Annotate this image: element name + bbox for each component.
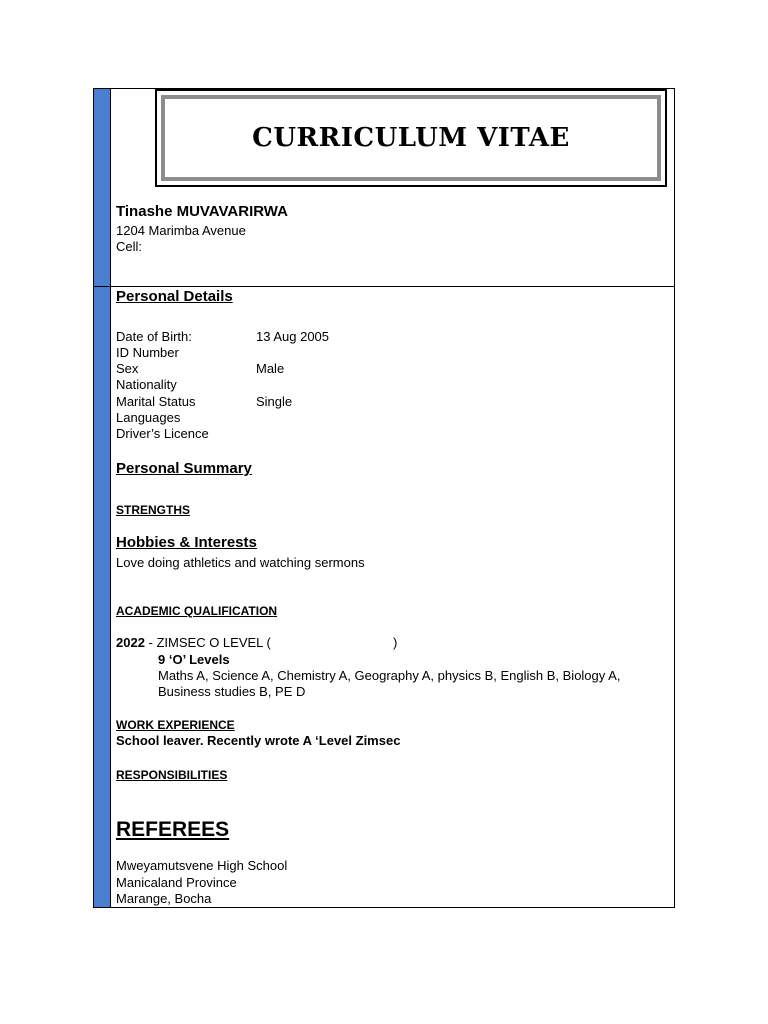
- responsibilities-heading: RESPONSIBILITIES: [116, 768, 228, 782]
- hobbies-text: Love doing athletics and watching sermons: [116, 555, 365, 570]
- header-divider: [94, 286, 674, 287]
- exam-close-paren: ): [393, 635, 398, 650]
- detail-label: ID Number: [116, 345, 179, 360]
- referee-line: Manicaland Province: [116, 875, 237, 890]
- cv-page: [93, 88, 675, 908]
- detail-value: Male: [256, 361, 285, 376]
- hobbies-heading: Hobbies & Interests: [116, 534, 257, 551]
- referees-heading: REFEREES: [116, 818, 230, 841]
- exam-name: - ZIMSEC O LEVEL (: [144, 635, 271, 650]
- candidate-address: 1204 Marimba Avenue: [116, 223, 246, 238]
- strengths-heading: STRENGTHS: [116, 503, 191, 517]
- title-box: [155, 89, 667, 187]
- detail-label: Marital Status: [116, 394, 196, 409]
- detail-label: Languages: [116, 410, 181, 425]
- subjects-line-2: Business studies B, PE D: [158, 684, 306, 699]
- personal-summary-heading: Personal Summary: [116, 460, 252, 477]
- work-experience-text: School leaver. Recently wrote A ‘Level Zimsec: [116, 733, 401, 748]
- detail-value: 13 Aug 2005: [256, 329, 330, 344]
- subjects-line-1: Maths A, Science A, Chemistry A, Geography A, physics B, English B, Biology A,: [158, 668, 621, 683]
- detail-label: Sex: [116, 361, 139, 376]
- referee-line: Marange, Bocha: [116, 891, 212, 906]
- detail-label: Date of Birth:: [116, 329, 192, 344]
- blue-sidebar: [94, 89, 111, 907]
- academic-heading: ACADEMIC QUALIFICATION: [116, 604, 278, 618]
- referee-line: Mweyamutsvene High School: [116, 858, 288, 873]
- o-levels-count: 9 ‘O’ Levels: [158, 652, 230, 667]
- work-experience-heading: WORK EXPERIENCE: [116, 718, 235, 732]
- exam-year: 2022: [116, 635, 145, 650]
- exam-line: [116, 635, 271, 651]
- cell-label: Cell:: [116, 239, 143, 254]
- candidate-name: Tinashe MUVAVARIRWA: [116, 203, 288, 220]
- personal-details-heading: Personal Details: [116, 288, 233, 305]
- title-inner-frame: [161, 95, 661, 181]
- document-title: CURRICULUM VITAE: [252, 123, 570, 153]
- detail-label: Nationality: [116, 377, 177, 392]
- detail-value: Single: [256, 394, 293, 409]
- detail-label: Driver’s Licence: [116, 426, 209, 441]
